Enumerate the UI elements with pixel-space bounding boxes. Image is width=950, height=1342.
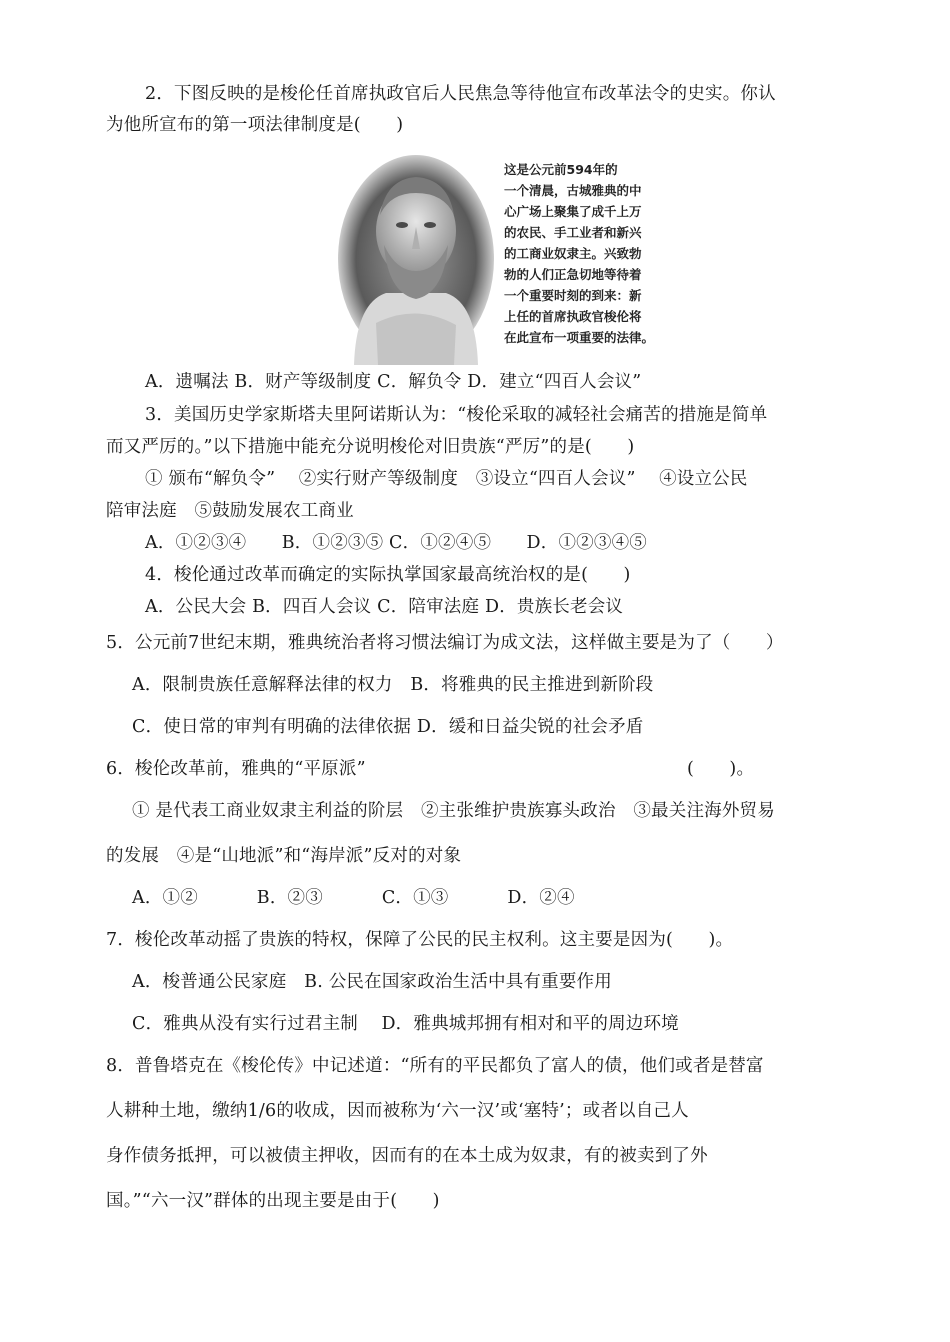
caption-line: 这是公元前594年的 (504, 162, 618, 177)
q3-items-line1: ① 颁布“解负令” ②实行财产等级制度 ③设立“四百人会议” ④设立公民 (145, 469, 748, 489)
q6-items-line2: 的发展 ④是“山地派”和“海岸派”反对的对象 (106, 846, 462, 866)
q5-options-cd: C．使日常的审判有明确的法律依据 D．缓和日益尖锐的社会矛盾 (132, 717, 644, 737)
q2-stem-line2: 为他所宣布的第一项法律制度是( ) (106, 115, 404, 135)
q6-options: A．①② B．②③ C．①③ D．②④ (132, 888, 575, 908)
q6-stem: 6．梭伦改革前，雅典的“平原派” (106, 759, 366, 779)
q3-stem-line2: 而又严厉的。”以下措施中能充分说明梭伦对旧贵族“严厉”的是( ) (106, 437, 635, 457)
q4-options: A．公民大会 B．四百人会议 C．陪审法庭 D．贵族长老会议 (145, 597, 624, 617)
q8-stem-line3: 身作债务抵押，可以被债主押收，因而有的在本土成为奴隶，有的被卖到了外 (106, 1146, 708, 1166)
q2-options: A．遗嘱法 B．财产等级制度 C．解负令 D．建立“四百人会议” (145, 372, 642, 392)
q7-options-ab: A．梭普通公民家庭 B. 公民在国家政治生活中具有重要作用 (132, 972, 612, 992)
q5-options-ab: A．限制贵族任意解释法律的权力 B．将雅典的民主推进到新阶段 (132, 675, 654, 695)
caption-line: 上任的首席执政官梭伦将 (504, 309, 642, 324)
solon-figure (336, 153, 664, 365)
q6-paren: ( )。 (687, 759, 755, 779)
q6-items-line1: ① 是代表工商业奴隶主利益的阶层 ②主张维护贵族寡头政治 ③最关注海外贸易 (132, 801, 775, 821)
solon-bust-image (336, 153, 496, 365)
caption-line: 的农民、手工业者和新兴 (504, 225, 642, 240)
q3-options: A．①②③④ B．①②③⑤ C．①②④⑤ D．①②③④⑤ (145, 533, 647, 553)
caption-line: 的工商业奴隶主。兴致勃 (504, 246, 642, 261)
q4-stem: 4．梭伦通过改革而确定的实际执掌国家最高统治权的是( ) (145, 565, 631, 585)
q3-stem-line1: 3．美国历史学家斯塔夫里阿诺斯认为：“梭伦采取的减轻社会痛苦的措施是简单 (145, 405, 768, 425)
q7-options-cd: C．雅典从没有实行过君主制 D．雅典城邦拥有相对和平的周边环境 (132, 1014, 679, 1034)
caption-line: 在此宣布一项重要的法律。 (504, 330, 655, 345)
q8-stem-line4: 国。”“六一汉”群体的出现主要是由于( ) (106, 1191, 440, 1211)
caption-line: 勃的人们正急切地等待着 (504, 267, 642, 282)
q2-stem-line1: 2．下图反映的是梭伦任首席执政官后人民焦急等待他宣布改革法令的史实。你认 (145, 84, 776, 104)
caption-line: 一个清晨，古城雅典的中 (504, 183, 642, 198)
solon-caption (504, 159, 664, 348)
caption-line: 心广场上聚集了成千上万 (504, 204, 642, 219)
q7-stem: 7．梭伦改革动摇了贵族的特权，保障了公民的民主权利。这主要是因为( )。 (106, 930, 734, 950)
caption-line: 一个重要时刻的到来：新 (504, 288, 642, 303)
q5-stem: 5．公元前7世纪末期，雅典统治者将习惯法编订为成文法，这样做主要是为了（ ） (106, 633, 784, 653)
q3-items-line2: 陪审法庭 ⑤鼓励发展农工商业 (106, 501, 354, 521)
q8-stem-line1: 8．普鲁塔克在《梭伦传》中记述道：“所有的平民都负了富人的债，他们或者是替富 (106, 1056, 764, 1076)
q8-stem-line2: 人耕种土地，缴纳1/6的收成，因而被称为‘六一汉’或‘塞特’；或者以自己人 (106, 1101, 689, 1121)
